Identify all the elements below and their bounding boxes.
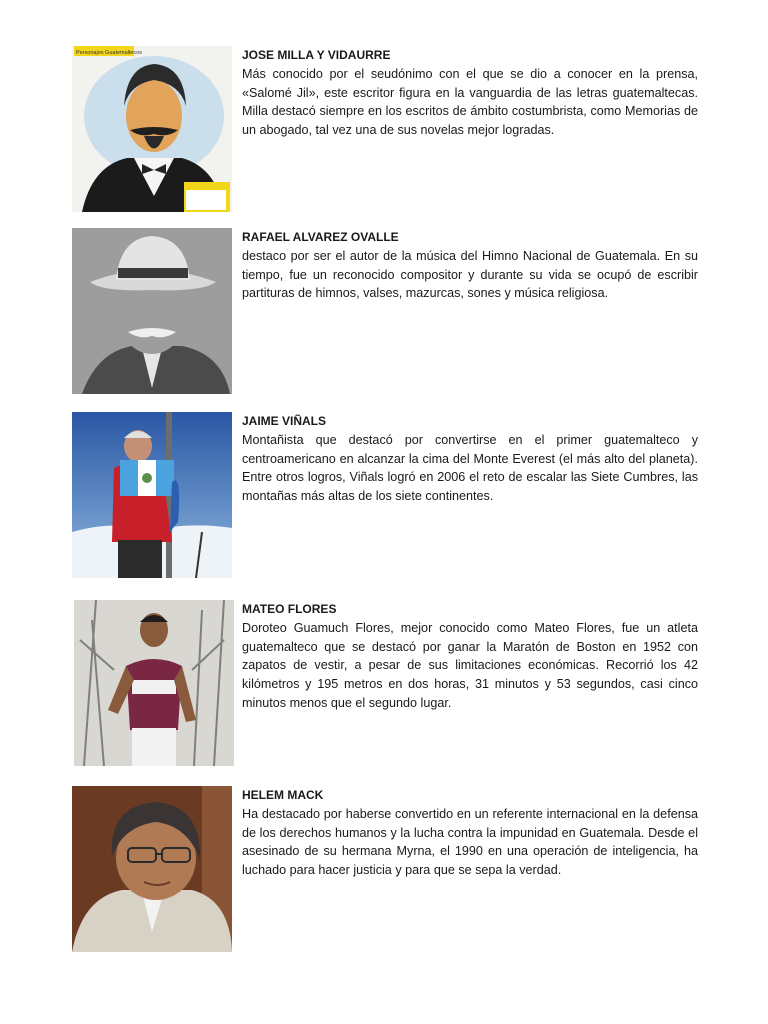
person-description: destaco por ser el autor de la música del Himno Nacional de Guatemala. En su tiempo, fue un reconocido compositor y durante su vida se ocupó de escribir partituras de himnos, valses, mazurcas, sones y música religiosa.	[242, 248, 698, 301]
entry-text	[242, 412, 698, 506]
photo-mateo-flores	[74, 600, 234, 766]
portrait-jose-milla	[72, 46, 232, 212]
person-description: Doroteo Guamuch Flores, mejor conocido como Mateo Flores, fue un atleta guatemalteco que se destacó por ganar la Maratón de Boston en 1952 con zapatos de vestir, a pesar de sus limitaciones económicas. Recorrió los 42 kilómetros y 195 metros en dos horas, 31 minutos y 53 segundos, casi cinco minutos menos que el segundo lugar.	[242, 620, 698, 710]
entry-text	[242, 600, 698, 713]
person-name: JOSE MILLA Y VIDAURRE	[242, 48, 391, 62]
photo-helem-mack	[72, 786, 232, 952]
person-name: RAFAEL ALVAREZ OVALLE	[242, 230, 399, 244]
person-name: JAIME VIÑALS	[242, 414, 327, 428]
person-description: Ha destacado por haberse convertido en un referente internacional en la defensa de los derechos humanos y la lucha contra la impunidad en Guatemala. Desde el asesinado de su hermana Myrna, el 1990 en una operación de inteligencia, ha luchado para hacer justicia y para que se sepa la verdad.	[242, 806, 698, 878]
entry-text	[242, 228, 698, 303]
entry-text	[242, 46, 698, 140]
person-description: Montañista que destacó por convertirse en el primer guatemalteco y centroamericano en alcanzar la cima del Monte Everest (el más alto del planeta). Entre otros logros, Viñals logró en 2006 el reto de escalar las Siete Cumbres, las montañas más altas de los siete continentes.	[242, 432, 698, 504]
portrait-rafael-alvarez	[72, 228, 232, 394]
photo-jaime-vinals	[72, 412, 232, 578]
person-name: HELEM MACK	[242, 788, 324, 802]
photo-caption: Personajes Guatemaltecos	[76, 50, 143, 56]
person-name: MATEO FLORES	[242, 602, 337, 616]
entry-text	[242, 786, 698, 880]
person-description: Más conocido por el seudónimo con el que se dio a conocer en la prensa, «Salomé Jil», este escritor figura en la vanguardia de las letras guatemaltecas. Milla destacó siempre en los escritos de ámbito costumbrista, como Memorias de un abogado, tal vez una de sus novelas mejor logradas.	[242, 66, 698, 138]
